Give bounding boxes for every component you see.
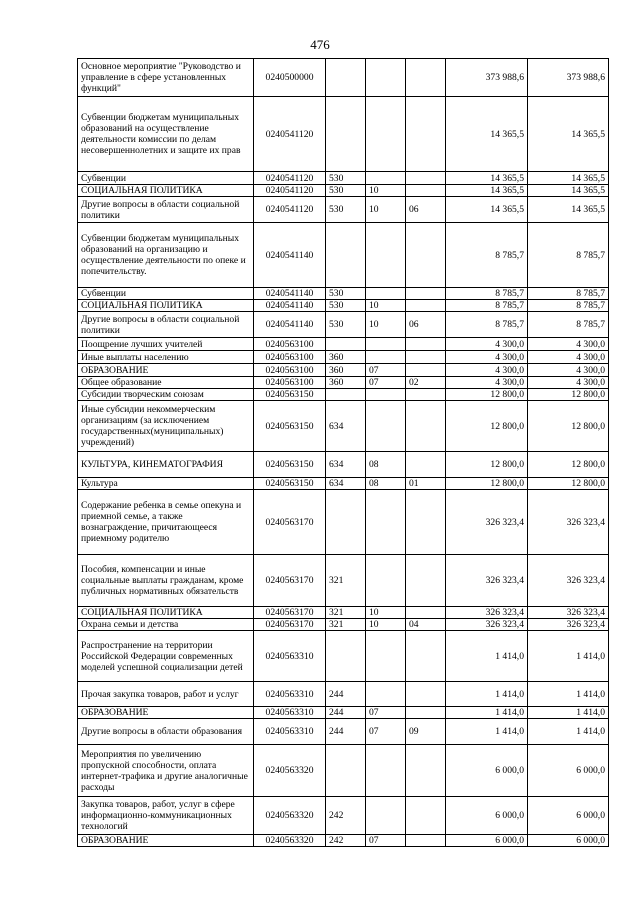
row-rz [366,490,406,555]
row-pr [406,707,446,719]
row-rz [366,555,406,607]
table-row [78,490,609,555]
row-amount-1: 12 800,0 [446,389,528,401]
row-pr [406,555,446,607]
row-pr [406,797,446,835]
row-amount-2: 12 800,0 [528,478,609,490]
row-rz [366,59,406,97]
table-row [78,631,609,682]
row-rz: 10 [366,300,406,312]
row-rz [366,631,406,682]
table-row [78,452,609,478]
row-name: Субвенции [78,288,254,300]
table-row [78,797,609,835]
table-row [78,401,609,452]
row-amount-1: 14 365,5 [446,185,528,197]
row-rz: 10 [366,185,406,197]
row-pr [406,288,446,300]
row-name: Содержание ребенка в семье опекуна и приемной семье, а также вознаграждение, причитающееся приемному родителю [78,490,254,555]
row-amount-1: 12 800,0 [446,478,528,490]
row-code: 0240541140 [254,300,326,312]
row-rz [366,682,406,707]
row-amount-1: 12 800,0 [446,401,528,452]
row-pr [406,490,446,555]
row-amount-2: 326 323,4 [528,490,609,555]
row-name: Основное мероприятие "Руководство и управление в сфере установленных функций" [78,59,254,97]
row-rz: 08 [366,478,406,490]
row-code: 0240563170 [254,490,326,555]
row-name: СОЦИАЛЬНАЯ ПОЛИТИКА [78,185,254,197]
row-amount-1: 14 365,5 [446,97,528,172]
row-amount-1: 1 414,0 [446,682,528,707]
row-vr: 321 [326,607,366,619]
table-row [78,300,609,312]
row-code: 0240563310 [254,707,326,719]
table-row [78,619,609,631]
row-code: 0240541120 [254,197,326,223]
row-amount-2: 326 323,4 [528,555,609,607]
table-row [78,745,609,797]
row-rz: 10 [366,619,406,631]
row-name: Охрана семьи и детства [78,619,254,631]
row-vr: 242 [326,797,366,835]
row-vr: 530 [326,185,366,197]
row-name: Субвенции бюджетам муниципальных образований на организацию и осуществление деятельности по опеке и попечительству. [78,223,254,288]
row-pr: 06 [406,312,446,338]
row-vr: 530 [326,172,366,185]
row-code: 0240563150 [254,401,326,452]
row-rz: 07 [366,364,406,377]
row-amount-2: 1 414,0 [528,682,609,707]
row-vr: 244 [326,719,366,745]
row-vr: 244 [326,707,366,719]
row-name: Закупка товаров, работ, услуг в сфере информационно-коммуникационных технологий [78,797,254,835]
table-row [78,288,609,300]
row-amount-1: 6 000,0 [446,835,528,847]
row-amount-2: 12 800,0 [528,389,609,401]
row-rz [366,401,406,452]
row-vr [326,631,366,682]
row-rz: 07 [366,707,406,719]
row-pr [406,364,446,377]
row-name: Иные выплаты населению [78,351,254,364]
row-vr: 321 [326,555,366,607]
row-pr [406,172,446,185]
row-vr: 360 [326,364,366,377]
row-name: Пособия, компенсации и иные социальные выплаты гражданам, кроме публичных нормативных обязательств [78,555,254,607]
row-vr: 530 [326,300,366,312]
row-rz: 07 [366,377,406,389]
table-row [78,59,609,97]
row-rz [366,338,406,351]
row-code: 0240541140 [254,288,326,300]
row-name: Поощрение лучших учителей [78,338,254,351]
row-rz [366,288,406,300]
budget-table [77,58,609,847]
row-vr [326,389,366,401]
row-code: 0240563100 [254,377,326,389]
row-name: ОБРАЗОВАНИЕ [78,835,254,847]
row-amount-1: 1 414,0 [446,719,528,745]
row-rz [366,389,406,401]
row-name: Субсидии творческим союзам [78,389,254,401]
row-vr: 360 [326,351,366,364]
row-name: КУЛЬТУРА, КИНЕМАТОГРАФИЯ [78,452,254,478]
table-row [78,377,609,389]
table-row [78,719,609,745]
row-code: 0240563100 [254,338,326,351]
row-amount-1: 14 365,5 [446,197,528,223]
table-row [78,172,609,185]
table-row [78,312,609,338]
row-pr: 09 [406,719,446,745]
row-code: 0240500000 [254,59,326,97]
row-amount-2: 12 800,0 [528,452,609,478]
row-amount-2: 14 365,5 [528,185,609,197]
row-name: Субвенции [78,172,254,185]
row-pr [406,745,446,797]
row-rz: 07 [366,835,406,847]
row-amount-2: 373 988,6 [528,59,609,97]
row-code: 0240563320 [254,835,326,847]
row-code: 0240563320 [254,797,326,835]
row-amount-1: 326 323,4 [446,555,528,607]
row-pr: 04 [406,619,446,631]
row-rz [366,223,406,288]
table-row [78,682,609,707]
table-row [78,197,609,223]
row-pr [406,185,446,197]
row-amount-2: 14 365,5 [528,172,609,185]
row-amount-1: 12 800,0 [446,452,528,478]
row-rz [366,797,406,835]
row-amount-2: 14 365,5 [528,197,609,223]
row-code: 0240563170 [254,607,326,619]
row-amount-2: 6 000,0 [528,745,609,797]
row-amount-1: 8 785,7 [446,300,528,312]
row-pr [406,835,446,847]
row-amount-1: 373 988,6 [446,59,528,97]
row-amount-2: 8 785,7 [528,288,609,300]
row-amount-1: 326 323,4 [446,607,528,619]
row-vr [326,338,366,351]
row-pr [406,300,446,312]
row-rz: 10 [366,607,406,619]
table-row [78,185,609,197]
row-name: Субвенции бюджетам муниципальных образований на осуществление деятельности комиссии по делам несовершеннолетних и защите их прав [78,97,254,172]
row-amount-1: 326 323,4 [446,619,528,631]
row-rz [366,351,406,364]
row-vr: 634 [326,478,366,490]
row-vr: 634 [326,452,366,478]
table-row [78,351,609,364]
row-code: 0240541120 [254,97,326,172]
row-pr [406,351,446,364]
row-code: 0240563150 [254,478,326,490]
row-code: 0240541120 [254,185,326,197]
row-vr: 530 [326,197,366,223]
table-row [78,607,609,619]
row-rz: 08 [366,452,406,478]
row-vr [326,490,366,555]
row-pr [406,389,446,401]
row-amount-1: 1 414,0 [446,707,528,719]
row-code: 0240563170 [254,555,326,607]
table-row [78,97,609,172]
row-pr [406,682,446,707]
row-pr [406,631,446,682]
row-pr: 06 [406,197,446,223]
row-amount-2: 4 300,0 [528,364,609,377]
row-code: 0240563100 [254,351,326,364]
row-name: Иные субсидии некоммерческим организациям (за исключением государственных(муниципальных) учреждений) [78,401,254,452]
row-rz: 07 [366,719,406,745]
row-rz: 10 [366,312,406,338]
row-vr [326,745,366,797]
row-amount-2: 1 414,0 [528,631,609,682]
row-amount-2: 12 800,0 [528,401,609,452]
row-code: 0240563150 [254,389,326,401]
row-amount-2: 4 300,0 [528,351,609,364]
row-vr: 530 [326,312,366,338]
row-amount-2: 4 300,0 [528,338,609,351]
row-pr [406,97,446,172]
row-amount-1: 8 785,7 [446,223,528,288]
row-amount-1: 326 323,4 [446,490,528,555]
row-name: Распространение на территории Российской Федерации современных моделей успешной социализации детей [78,631,254,682]
row-amount-2: 1 414,0 [528,719,609,745]
row-pr [406,59,446,97]
row-amount-2: 326 323,4 [528,619,609,631]
row-name: Прочая закупка товаров, работ и услуг [78,682,254,707]
table-row [78,389,609,401]
row-name: Культура [78,478,254,490]
row-amount-2: 1 414,0 [528,707,609,719]
row-name: ОБРАЗОВАНИЕ [78,707,254,719]
row-code: 0240563310 [254,682,326,707]
table-row [78,364,609,377]
row-amount-2: 14 365,5 [528,97,609,172]
row-rz [366,97,406,172]
row-name: СОЦИАЛЬНАЯ ПОЛИТИКА [78,607,254,619]
row-vr [326,59,366,97]
row-code: 0240541140 [254,312,326,338]
row-amount-2: 8 785,7 [528,312,609,338]
row-amount-1: 6 000,0 [446,797,528,835]
row-vr: 360 [326,377,366,389]
row-code: 0240541120 [254,172,326,185]
row-pr [406,338,446,351]
row-amount-2: 8 785,7 [528,223,609,288]
row-vr: 242 [326,835,366,847]
row-code: 0240563310 [254,631,326,682]
table-row [78,555,609,607]
row-amount-1: 4 300,0 [446,338,528,351]
row-code: 0240563320 [254,745,326,797]
table-row [78,338,609,351]
row-amount-2: 8 785,7 [528,300,609,312]
row-amount-1: 4 300,0 [446,377,528,389]
row-pr [406,223,446,288]
row-amount-2: 6 000,0 [528,835,609,847]
row-pr: 01 [406,478,446,490]
row-name: ОБРАЗОВАНИЕ [78,364,254,377]
row-rz [366,745,406,797]
row-pr [406,452,446,478]
row-pr: 02 [406,377,446,389]
row-name: Общее образование [78,377,254,389]
row-rz: 10 [366,197,406,223]
row-code: 0240563150 [254,452,326,478]
row-vr [326,97,366,172]
row-amount-2: 4 300,0 [528,377,609,389]
row-code: 0240541140 [254,223,326,288]
row-amount-1: 6 000,0 [446,745,528,797]
row-amount-1: 8 785,7 [446,312,528,338]
row-amount-1: 1 414,0 [446,631,528,682]
row-code: 0240563100 [254,364,326,377]
row-name: СОЦИАЛЬНАЯ ПОЛИТИКА [78,300,254,312]
row-vr: 530 [326,288,366,300]
row-amount-2: 326 323,4 [528,607,609,619]
row-name: Другие вопросы в области образования [78,719,254,745]
page-number: 476 [310,37,330,52]
table-row [78,223,609,288]
row-name: Мероприятия по увеличению пропускной способности, оплата интернет-трафика и другие аналогичные расходы [78,745,254,797]
row-name: Другие вопросы в области социальной политики [78,312,254,338]
row-vr: 634 [326,401,366,452]
table-row [78,707,609,719]
row-amount-1: 4 300,0 [446,351,528,364]
row-pr [406,607,446,619]
row-name: Другие вопросы в области социальной политики [78,197,254,223]
row-amount-2: 6 000,0 [528,797,609,835]
table-row [78,478,609,490]
row-code: 0240563310 [254,719,326,745]
row-rz [366,172,406,185]
row-amount-1: 14 365,5 [446,172,528,185]
table-row [78,835,609,847]
row-pr [406,401,446,452]
row-vr: 321 [326,619,366,631]
row-code: 0240563170 [254,619,326,631]
row-vr: 244 [326,682,366,707]
row-amount-1: 4 300,0 [446,364,528,377]
row-vr [326,223,366,288]
row-amount-1: 8 785,7 [446,288,528,300]
